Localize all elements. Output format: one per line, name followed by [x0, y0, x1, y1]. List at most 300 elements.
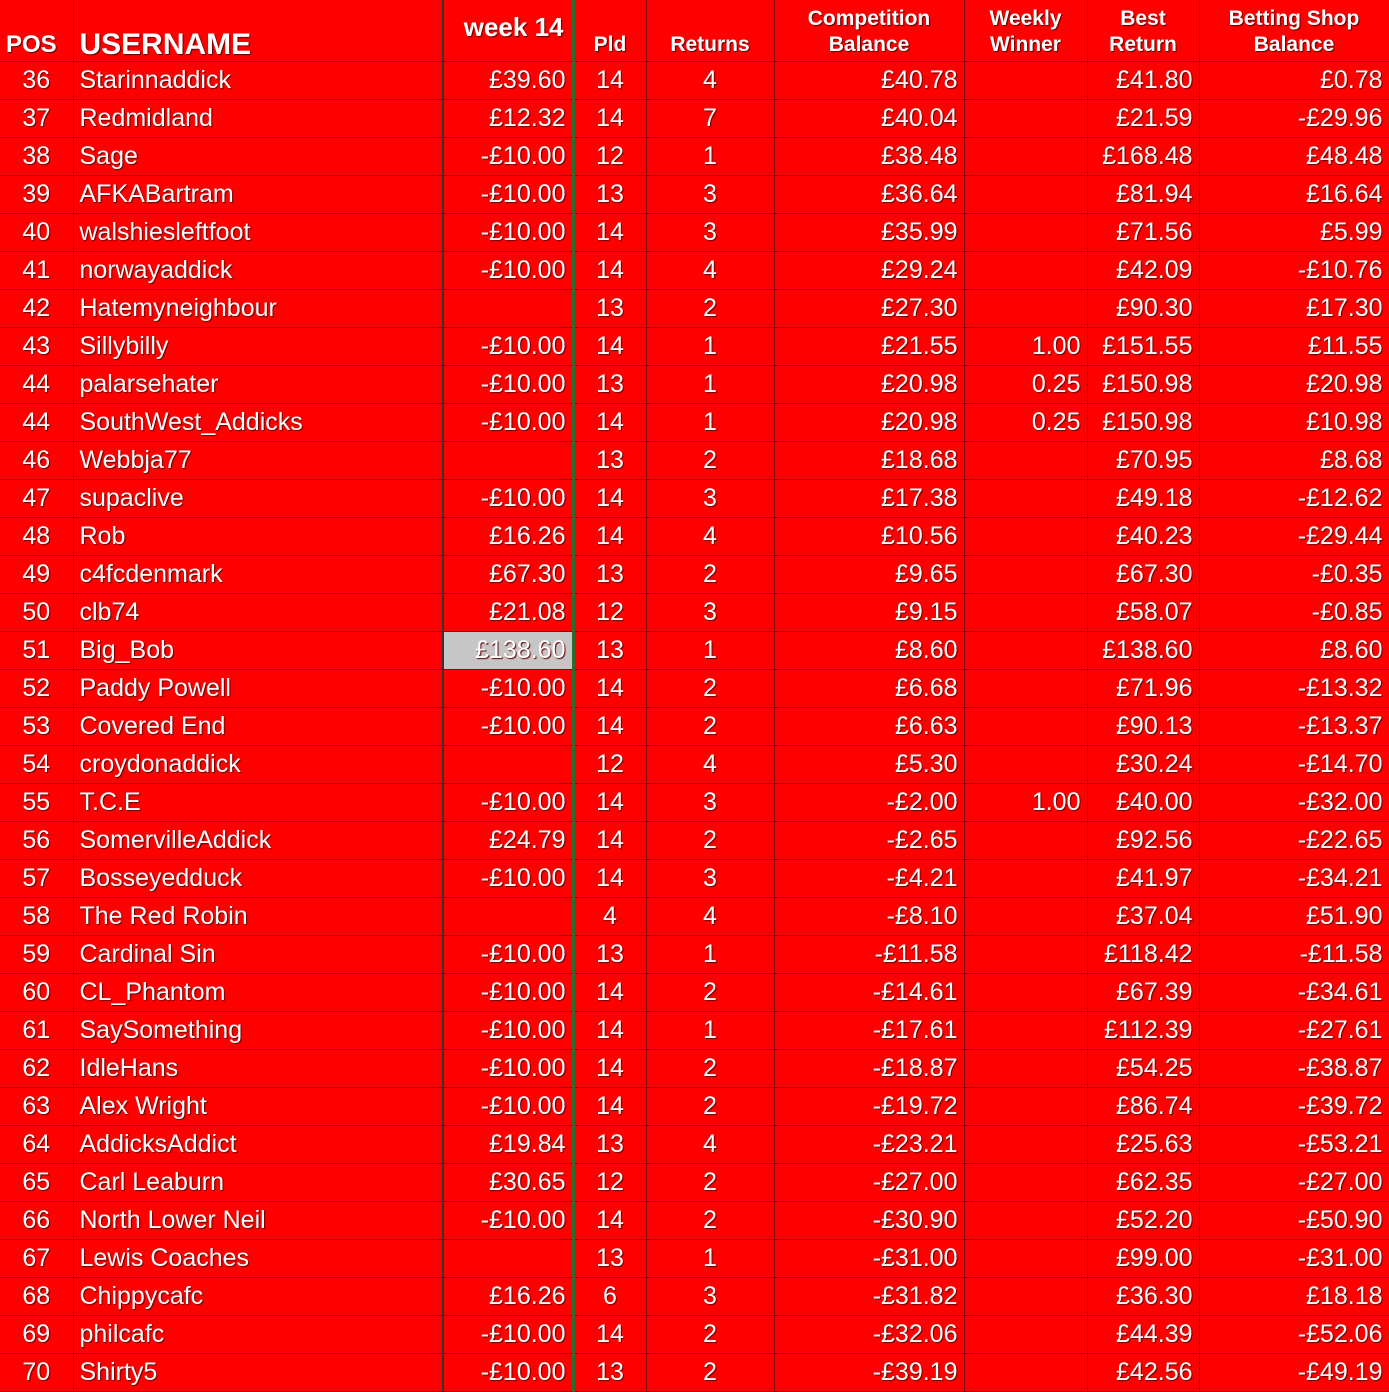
- cell-weekly-winner[interactable]: [964, 631, 1087, 669]
- cell-best-return[interactable]: £90.13: [1087, 707, 1199, 745]
- cell-username[interactable]: SaySomething: [73, 1011, 443, 1049]
- cell-username[interactable]: croydonaddick: [73, 745, 443, 783]
- cell-betting-shop-balance[interactable]: -£0.85: [1199, 593, 1389, 631]
- cell-week[interactable]: -£10.00: [443, 935, 573, 973]
- cell-week[interactable]: £39.60: [443, 61, 573, 99]
- cell-week[interactable]: -£10.00: [443, 175, 573, 213]
- cell-competition-balance[interactable]: £21.55: [774, 327, 964, 365]
- cell-pos[interactable]: 48: [0, 517, 73, 555]
- cell-competition-balance[interactable]: £9.65: [774, 555, 964, 593]
- cell-pos[interactable]: 36: [0, 61, 73, 99]
- cell-weekly-winner[interactable]: [964, 1315, 1087, 1353]
- cell-best-return[interactable]: £71.56: [1087, 213, 1199, 251]
- cell-betting-shop-balance[interactable]: -£13.32: [1199, 669, 1389, 707]
- cell-week[interactable]: -£10.00: [443, 1049, 573, 1087]
- cell-best-return[interactable]: £99.00: [1087, 1239, 1199, 1277]
- cell-pld[interactable]: 14: [573, 1315, 646, 1353]
- cell-username[interactable]: Lewis Coaches: [73, 1239, 443, 1277]
- cell-competition-balance[interactable]: £20.98: [774, 365, 964, 403]
- cell-betting-shop-balance[interactable]: -£52.06: [1199, 1315, 1389, 1353]
- cell-competition-balance[interactable]: -£31.00: [774, 1239, 964, 1277]
- header-week[interactable]: week 14: [443, 0, 573, 61]
- cell-week[interactable]: -£10.00: [443, 859, 573, 897]
- cell-pld[interactable]: 13: [573, 631, 646, 669]
- cell-returns[interactable]: 1: [646, 631, 774, 669]
- cell-week[interactable]: [443, 1239, 573, 1277]
- cell-username[interactable]: Webbja77: [73, 441, 443, 479]
- cell-username[interactable]: The Red Robin: [73, 897, 443, 935]
- cell-week[interactable]: [443, 441, 573, 479]
- cell-competition-balance[interactable]: £6.63: [774, 707, 964, 745]
- cell-returns[interactable]: 1: [646, 327, 774, 365]
- cell-competition-balance[interactable]: £38.48: [774, 137, 964, 175]
- header-pld[interactable]: Pld: [573, 0, 646, 61]
- cell-returns[interactable]: 2: [646, 1163, 774, 1201]
- cell-competition-balance[interactable]: £40.04: [774, 99, 964, 137]
- cell-returns[interactable]: 2: [646, 555, 774, 593]
- cell-pos[interactable]: 62: [0, 1049, 73, 1087]
- cell-week[interactable]: £24.79: [443, 821, 573, 859]
- cell-competition-balance[interactable]: £20.98: [774, 403, 964, 441]
- cell-competition-balance[interactable]: £29.24: [774, 251, 964, 289]
- cell-pos[interactable]: 63: [0, 1087, 73, 1125]
- cell-best-return[interactable]: £86.74: [1087, 1087, 1199, 1125]
- cell-week[interactable]: [443, 897, 573, 935]
- cell-pos[interactable]: 60: [0, 973, 73, 1011]
- cell-week[interactable]: -£10.00: [443, 213, 573, 251]
- cell-betting-shop-balance[interactable]: -£34.61: [1199, 973, 1389, 1011]
- cell-weekly-winner[interactable]: [964, 517, 1087, 555]
- cell-week[interactable]: -£10.00: [443, 707, 573, 745]
- cell-week[interactable]: -£10.00: [443, 783, 573, 821]
- cell-weekly-winner[interactable]: 0.25: [964, 403, 1087, 441]
- cell-returns[interactable]: 4: [646, 251, 774, 289]
- cell-competition-balance[interactable]: -£8.10: [774, 897, 964, 935]
- cell-pos[interactable]: 37: [0, 99, 73, 137]
- cell-pos[interactable]: 53: [0, 707, 73, 745]
- cell-username[interactable]: norwayaddick: [73, 251, 443, 289]
- cell-returns[interactable]: 4: [646, 61, 774, 99]
- cell-pld[interactable]: 14: [573, 327, 646, 365]
- cell-pos[interactable]: 40: [0, 213, 73, 251]
- cell-username[interactable]: Sage: [73, 137, 443, 175]
- cell-best-return[interactable]: £92.56: [1087, 821, 1199, 859]
- cell-username[interactable]: palarsehater: [73, 365, 443, 403]
- cell-returns[interactable]: 2: [646, 289, 774, 327]
- cell-competition-balance[interactable]: -£14.61: [774, 973, 964, 1011]
- cell-competition-balance[interactable]: £18.68: [774, 441, 964, 479]
- cell-week[interactable]: [443, 745, 573, 783]
- cell-betting-shop-balance[interactable]: -£10.76: [1199, 251, 1389, 289]
- cell-pld[interactable]: 14: [573, 783, 646, 821]
- cell-betting-shop-balance[interactable]: -£39.72: [1199, 1087, 1389, 1125]
- cell-betting-shop-balance[interactable]: -£53.21: [1199, 1125, 1389, 1163]
- cell-weekly-winner[interactable]: [964, 707, 1087, 745]
- cell-pos[interactable]: 38: [0, 137, 73, 175]
- cell-returns[interactable]: 4: [646, 517, 774, 555]
- cell-pld[interactable]: 14: [573, 1201, 646, 1239]
- cell-pos[interactable]: 44: [0, 365, 73, 403]
- cell-best-return[interactable]: £42.09: [1087, 251, 1199, 289]
- cell-betting-shop-balance[interactable]: £16.64: [1199, 175, 1389, 213]
- cell-betting-shop-balance[interactable]: -£29.44: [1199, 517, 1389, 555]
- cell-betting-shop-balance[interactable]: -£31.00: [1199, 1239, 1389, 1277]
- cell-pos[interactable]: 57: [0, 859, 73, 897]
- cell-pos[interactable]: 44: [0, 403, 73, 441]
- cell-returns[interactable]: 7: [646, 99, 774, 137]
- cell-username[interactable]: SomervilleAddick: [73, 821, 443, 859]
- cell-weekly-winner[interactable]: 1.00: [964, 783, 1087, 821]
- cell-weekly-winner[interactable]: [964, 1163, 1087, 1201]
- cell-betting-shop-balance[interactable]: £17.30: [1199, 289, 1389, 327]
- header-competition-balance[interactable]: Competition Balance: [774, 0, 964, 61]
- cell-returns[interactable]: 2: [646, 1049, 774, 1087]
- cell-week[interactable]: £12.32: [443, 99, 573, 137]
- cell-pos[interactable]: 66: [0, 1201, 73, 1239]
- cell-best-return[interactable]: £21.59: [1087, 99, 1199, 137]
- cell-weekly-winner[interactable]: [964, 213, 1087, 251]
- cell-pld[interactable]: 13: [573, 555, 646, 593]
- cell-betting-shop-balance[interactable]: -£12.62: [1199, 479, 1389, 517]
- cell-pld[interactable]: 14: [573, 1087, 646, 1125]
- cell-betting-shop-balance[interactable]: £10.98: [1199, 403, 1389, 441]
- cell-best-return[interactable]: £41.80: [1087, 61, 1199, 99]
- cell-betting-shop-balance[interactable]: -£13.37: [1199, 707, 1389, 745]
- cell-weekly-winner[interactable]: [964, 289, 1087, 327]
- cell-weekly-winner[interactable]: [964, 1125, 1087, 1163]
- cell-returns[interactable]: 4: [646, 897, 774, 935]
- cell-pld[interactable]: 13: [573, 175, 646, 213]
- cell-week[interactable]: -£10.00: [443, 137, 573, 175]
- cell-competition-balance[interactable]: -£2.65: [774, 821, 964, 859]
- cell-username[interactable]: T.C.E: [73, 783, 443, 821]
- cell-pld[interactable]: 14: [573, 403, 646, 441]
- cell-pld[interactable]: 14: [573, 213, 646, 251]
- cell-returns[interactable]: 2: [646, 1201, 774, 1239]
- cell-best-return[interactable]: £151.55: [1087, 327, 1199, 365]
- cell-pld[interactable]: 14: [573, 61, 646, 99]
- cell-weekly-winner[interactable]: [964, 669, 1087, 707]
- cell-returns[interactable]: 3: [646, 479, 774, 517]
- cell-pld[interactable]: 14: [573, 517, 646, 555]
- cell-week[interactable]: £19.84: [443, 1125, 573, 1163]
- cell-pos[interactable]: 55: [0, 783, 73, 821]
- cell-betting-shop-balance[interactable]: £18.18: [1199, 1277, 1389, 1315]
- cell-betting-shop-balance[interactable]: -£34.21: [1199, 859, 1389, 897]
- cell-competition-balance[interactable]: -£30.90: [774, 1201, 964, 1239]
- cell-best-return[interactable]: £150.98: [1087, 365, 1199, 403]
- cell-returns[interactable]: 3: [646, 783, 774, 821]
- cell-weekly-winner[interactable]: 0.25: [964, 365, 1087, 403]
- cell-week[interactable]: £30.65: [443, 1163, 573, 1201]
- cell-weekly-winner[interactable]: [964, 745, 1087, 783]
- cell-pos[interactable]: 69: [0, 1315, 73, 1353]
- cell-pld[interactable]: 13: [573, 935, 646, 973]
- cell-betting-shop-balance[interactable]: -£27.61: [1199, 1011, 1389, 1049]
- cell-week[interactable]: £21.08: [443, 593, 573, 631]
- cell-weekly-winner[interactable]: [964, 1049, 1087, 1087]
- cell-pos[interactable]: 65: [0, 1163, 73, 1201]
- cell-week[interactable]: -£10.00: [443, 1315, 573, 1353]
- cell-best-return[interactable]: £25.63: [1087, 1125, 1199, 1163]
- cell-competition-balance[interactable]: -£18.87: [774, 1049, 964, 1087]
- cell-returns[interactable]: 3: [646, 859, 774, 897]
- cell-returns[interactable]: 1: [646, 935, 774, 973]
- cell-pld[interactable]: 14: [573, 973, 646, 1011]
- cell-competition-balance[interactable]: -£31.82: [774, 1277, 964, 1315]
- cell-weekly-winner[interactable]: [964, 1353, 1087, 1391]
- cell-username[interactable]: North Lower Neil: [73, 1201, 443, 1239]
- header-weekly-winner[interactable]: Weekly Winner: [964, 0, 1087, 61]
- cell-weekly-winner[interactable]: [964, 593, 1087, 631]
- header-returns[interactable]: Returns: [646, 0, 774, 61]
- cell-week[interactable]: £16.26: [443, 517, 573, 555]
- cell-best-return[interactable]: £81.94: [1087, 175, 1199, 213]
- cell-pos[interactable]: 47: [0, 479, 73, 517]
- cell-weekly-winner[interactable]: [964, 821, 1087, 859]
- cell-username[interactable]: Alex Wright: [73, 1087, 443, 1125]
- cell-pld[interactable]: 12: [573, 137, 646, 175]
- cell-weekly-winner[interactable]: [964, 859, 1087, 897]
- cell-week[interactable]: -£10.00: [443, 327, 573, 365]
- cell-returns[interactable]: 2: [646, 707, 774, 745]
- cell-betting-shop-balance[interactable]: -£50.90: [1199, 1201, 1389, 1239]
- cell-returns[interactable]: 2: [646, 1353, 774, 1391]
- cell-competition-balance[interactable]: £5.30: [774, 745, 964, 783]
- cell-weekly-winner[interactable]: [964, 251, 1087, 289]
- cell-competition-balance[interactable]: -£2.00: [774, 783, 964, 821]
- cell-best-return[interactable]: £138.60: [1087, 631, 1199, 669]
- cell-weekly-winner[interactable]: [964, 1011, 1087, 1049]
- cell-betting-shop-balance[interactable]: £51.90: [1199, 897, 1389, 935]
- header-best-return[interactable]: Best Return: [1087, 0, 1199, 61]
- cell-pld[interactable]: 13: [573, 1239, 646, 1277]
- header-betting-shop-balance[interactable]: Betting Shop Balance: [1199, 0, 1389, 61]
- cell-weekly-winner[interactable]: [964, 137, 1087, 175]
- cell-betting-shop-balance[interactable]: -£0.35: [1199, 555, 1389, 593]
- cell-best-return[interactable]: £112.39: [1087, 1011, 1199, 1049]
- cell-best-return[interactable]: £71.96: [1087, 669, 1199, 707]
- cell-username[interactable]: Carl Leaburn: [73, 1163, 443, 1201]
- cell-pld[interactable]: 13: [573, 289, 646, 327]
- cell-week[interactable]: [443, 289, 573, 327]
- header-username[interactable]: USERNAME: [73, 0, 443, 61]
- cell-username[interactable]: AFKABartram: [73, 175, 443, 213]
- cell-competition-balance[interactable]: £6.68: [774, 669, 964, 707]
- cell-week[interactable]: £16.26: [443, 1277, 573, 1315]
- cell-pld[interactable]: 14: [573, 707, 646, 745]
- cell-week[interactable]: £138.60: [443, 631, 573, 669]
- cell-returns[interactable]: 1: [646, 403, 774, 441]
- cell-pos[interactable]: 49: [0, 555, 73, 593]
- cell-returns[interactable]: 3: [646, 175, 774, 213]
- cell-weekly-winner[interactable]: [964, 1087, 1087, 1125]
- cell-betting-shop-balance[interactable]: -£22.65: [1199, 821, 1389, 859]
- cell-betting-shop-balance[interactable]: £48.48: [1199, 137, 1389, 175]
- cell-pos[interactable]: 68: [0, 1277, 73, 1315]
- cell-returns[interactable]: 2: [646, 441, 774, 479]
- cell-pld[interactable]: 6: [573, 1277, 646, 1315]
- cell-week[interactable]: -£10.00: [443, 1353, 573, 1391]
- header-pos[interactable]: POS: [0, 0, 73, 61]
- cell-username[interactable]: philcafc: [73, 1315, 443, 1353]
- cell-weekly-winner[interactable]: 1.00: [964, 327, 1087, 365]
- cell-week[interactable]: -£10.00: [443, 403, 573, 441]
- cell-returns[interactable]: 2: [646, 1315, 774, 1353]
- cell-competition-balance[interactable]: -£32.06: [774, 1315, 964, 1353]
- cell-pld[interactable]: 14: [573, 859, 646, 897]
- cell-returns[interactable]: 2: [646, 1087, 774, 1125]
- cell-pos[interactable]: 56: [0, 821, 73, 859]
- cell-week[interactable]: -£10.00: [443, 1011, 573, 1049]
- cell-pld[interactable]: 13: [573, 1125, 646, 1163]
- cell-returns[interactable]: 1: [646, 365, 774, 403]
- cell-weekly-winner[interactable]: [964, 175, 1087, 213]
- cell-pos[interactable]: 43: [0, 327, 73, 365]
- cell-username[interactable]: Redmidland: [73, 99, 443, 137]
- cell-returns[interactable]: 2: [646, 973, 774, 1011]
- cell-betting-shop-balance[interactable]: £20.98: [1199, 365, 1389, 403]
- cell-username[interactable]: Sillybilly: [73, 327, 443, 365]
- cell-username[interactable]: clb74: [73, 593, 443, 631]
- cell-username[interactable]: SouthWest_Addicks: [73, 403, 443, 441]
- cell-pos[interactable]: 39: [0, 175, 73, 213]
- cell-best-return[interactable]: £44.39: [1087, 1315, 1199, 1353]
- cell-username[interactable]: Big_Bob: [73, 631, 443, 669]
- cell-username[interactable]: Paddy Powell: [73, 669, 443, 707]
- cell-username[interactable]: Starinnaddick: [73, 61, 443, 99]
- cell-best-return[interactable]: £54.25: [1087, 1049, 1199, 1087]
- cell-username[interactable]: Shirty5: [73, 1353, 443, 1391]
- cell-betting-shop-balance[interactable]: £8.68: [1199, 441, 1389, 479]
- cell-pld[interactable]: 14: [573, 99, 646, 137]
- cell-returns[interactable]: 2: [646, 669, 774, 707]
- cell-username[interactable]: IdleHans: [73, 1049, 443, 1087]
- cell-username[interactable]: Rob: [73, 517, 443, 555]
- cell-competition-balance[interactable]: £8.60: [774, 631, 964, 669]
- cell-week[interactable]: -£10.00: [443, 973, 573, 1011]
- cell-betting-shop-balance[interactable]: -£49.19: [1199, 1353, 1389, 1391]
- cell-pos[interactable]: 52: [0, 669, 73, 707]
- cell-betting-shop-balance[interactable]: -£11.58: [1199, 935, 1389, 973]
- cell-weekly-winner[interactable]: [964, 935, 1087, 973]
- cell-week[interactable]: -£10.00: [443, 251, 573, 289]
- cell-competition-balance[interactable]: £35.99: [774, 213, 964, 251]
- cell-competition-balance[interactable]: -£23.21: [774, 1125, 964, 1163]
- cell-best-return[interactable]: £40.23: [1087, 517, 1199, 555]
- cell-best-return[interactable]: £52.20: [1087, 1201, 1199, 1239]
- cell-best-return[interactable]: £49.18: [1087, 479, 1199, 517]
- cell-best-return[interactable]: £90.30: [1087, 289, 1199, 327]
- cell-pld[interactable]: 12: [573, 1163, 646, 1201]
- cell-betting-shop-balance[interactable]: £8.60: [1199, 631, 1389, 669]
- cell-username[interactable]: Covered End: [73, 707, 443, 745]
- cell-pld[interactable]: 12: [573, 593, 646, 631]
- cell-pld[interactable]: 14: [573, 251, 646, 289]
- cell-competition-balance[interactable]: £40.78: [774, 61, 964, 99]
- cell-pos[interactable]: 51: [0, 631, 73, 669]
- cell-week[interactable]: -£10.00: [443, 479, 573, 517]
- cell-betting-shop-balance[interactable]: -£14.70: [1199, 745, 1389, 783]
- cell-pld[interactable]: 14: [573, 1011, 646, 1049]
- cell-weekly-winner[interactable]: [964, 897, 1087, 935]
- cell-pld[interactable]: 14: [573, 821, 646, 859]
- cell-pos[interactable]: 46: [0, 441, 73, 479]
- cell-best-return[interactable]: £168.48: [1087, 137, 1199, 175]
- cell-pld[interactable]: 13: [573, 441, 646, 479]
- cell-week[interactable]: £67.30: [443, 555, 573, 593]
- cell-weekly-winner[interactable]: [964, 1239, 1087, 1277]
- cell-username[interactable]: CL_Phantom: [73, 973, 443, 1011]
- cell-returns[interactable]: 3: [646, 593, 774, 631]
- cell-best-return[interactable]: £37.04: [1087, 897, 1199, 935]
- cell-competition-balance[interactable]: £9.15: [774, 593, 964, 631]
- cell-pld[interactable]: 4: [573, 897, 646, 935]
- cell-best-return[interactable]: £42.56: [1087, 1353, 1199, 1391]
- cell-returns[interactable]: 4: [646, 745, 774, 783]
- cell-pld[interactable]: 14: [573, 1049, 646, 1087]
- cell-competition-balance[interactable]: -£4.21: [774, 859, 964, 897]
- cell-username[interactable]: Bosseyedduck: [73, 859, 443, 897]
- cell-pld[interactable]: 13: [573, 1353, 646, 1391]
- cell-pos[interactable]: 42: [0, 289, 73, 327]
- cell-best-return[interactable]: £67.30: [1087, 555, 1199, 593]
- cell-pos[interactable]: 70: [0, 1353, 73, 1391]
- cell-pos[interactable]: 64: [0, 1125, 73, 1163]
- cell-username[interactable]: Cardinal Sin: [73, 935, 443, 973]
- cell-competition-balance[interactable]: -£17.61: [774, 1011, 964, 1049]
- cell-returns[interactable]: 3: [646, 1277, 774, 1315]
- cell-pos[interactable]: 41: [0, 251, 73, 289]
- cell-betting-shop-balance[interactable]: -£29.96: [1199, 99, 1389, 137]
- cell-returns[interactable]: 1: [646, 1239, 774, 1277]
- cell-best-return[interactable]: £40.00: [1087, 783, 1199, 821]
- cell-week[interactable]: -£10.00: [443, 1201, 573, 1239]
- cell-username[interactable]: c4fcdenmark: [73, 555, 443, 593]
- cell-username[interactable]: Hatemyneighbour: [73, 289, 443, 327]
- cell-competition-balance[interactable]: £17.38: [774, 479, 964, 517]
- cell-returns[interactable]: 1: [646, 137, 774, 175]
- cell-best-return[interactable]: £36.30: [1087, 1277, 1199, 1315]
- cell-week[interactable]: -£10.00: [443, 669, 573, 707]
- cell-weekly-winner[interactable]: [964, 973, 1087, 1011]
- cell-weekly-winner[interactable]: [964, 555, 1087, 593]
- cell-betting-shop-balance[interactable]: -£38.87: [1199, 1049, 1389, 1087]
- cell-username[interactable]: walshiesleftfoot: [73, 213, 443, 251]
- cell-pos[interactable]: 61: [0, 1011, 73, 1049]
- cell-best-return[interactable]: £70.95: [1087, 441, 1199, 479]
- cell-competition-balance[interactable]: -£19.72: [774, 1087, 964, 1125]
- cell-competition-balance[interactable]: -£39.19: [774, 1353, 964, 1391]
- cell-pld[interactable]: 14: [573, 669, 646, 707]
- cell-pos[interactable]: 50: [0, 593, 73, 631]
- cell-username[interactable]: Chippycafc: [73, 1277, 443, 1315]
- cell-weekly-winner[interactable]: [964, 1277, 1087, 1315]
- cell-competition-balance[interactable]: £36.64: [774, 175, 964, 213]
- cell-pos[interactable]: 67: [0, 1239, 73, 1277]
- cell-pos[interactable]: 54: [0, 745, 73, 783]
- cell-best-return[interactable]: £30.24: [1087, 745, 1199, 783]
- cell-best-return[interactable]: £118.42: [1087, 935, 1199, 973]
- cell-betting-shop-balance[interactable]: £11.55: [1199, 327, 1389, 365]
- cell-returns[interactable]: 2: [646, 821, 774, 859]
- cell-best-return[interactable]: £58.07: [1087, 593, 1199, 631]
- cell-betting-shop-balance[interactable]: -£27.00: [1199, 1163, 1389, 1201]
- cell-pld[interactable]: 14: [573, 479, 646, 517]
- cell-weekly-winner[interactable]: [964, 479, 1087, 517]
- cell-pos[interactable]: 59: [0, 935, 73, 973]
- cell-returns[interactable]: 4: [646, 1125, 774, 1163]
